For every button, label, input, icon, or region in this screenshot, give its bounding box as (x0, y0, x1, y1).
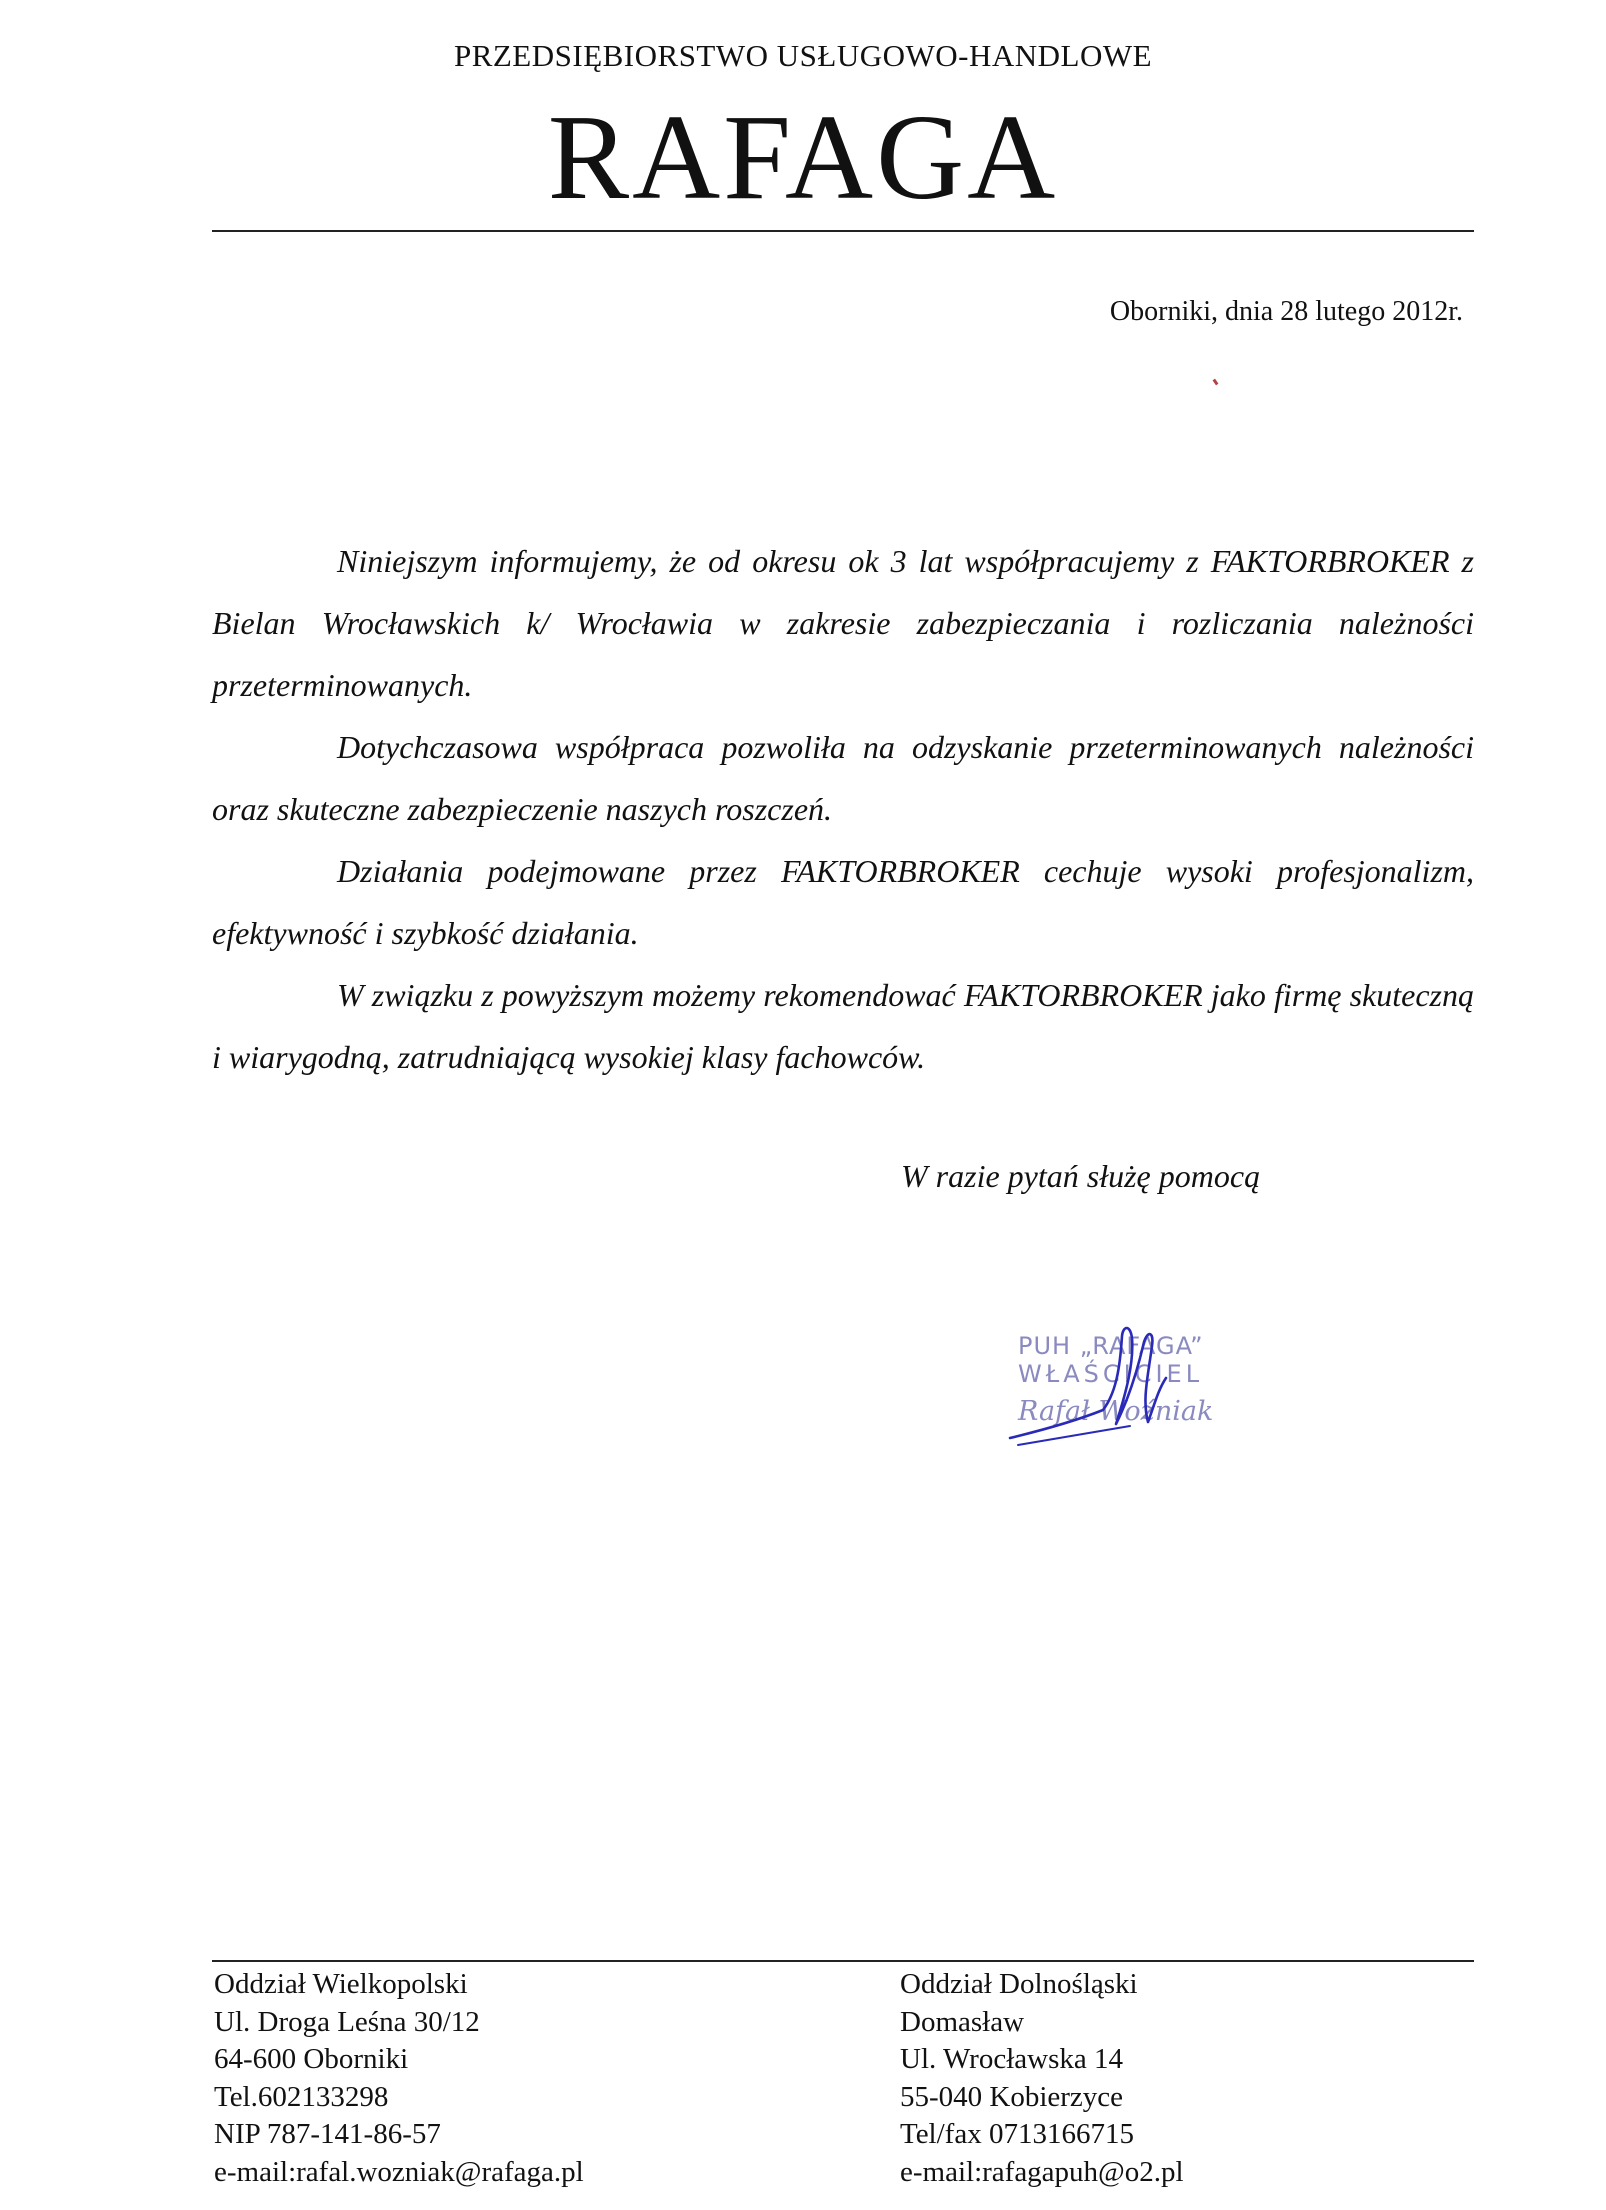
company-type-line: PRZEDSIĘBIORSTWO USŁUGOWO-HANDLOWE (453, 38, 1153, 73)
letter-body (212, 530, 1474, 1088)
footer-email: e-mail:rafagapuh@o2.pl (900, 2155, 1184, 2188)
stamp-line-1: PUH „RAFAGA” (1018, 1332, 1204, 1360)
footer-branch-dolnoslaski (900, 1966, 1184, 2191)
footer-line: NIP 787-141-86-57 (214, 2118, 441, 2150)
footer-line: Oddział Dolnośląski (900, 1968, 1138, 2000)
company-stamp-with-signature (998, 1298, 1268, 1456)
footer-email: e-mail:rafal.wozniak@rafaga.pl (214, 2155, 584, 2188)
company-name-heading: RAFAGA (547, 90, 1059, 225)
body-paragraph: Dotychczasowa współpraca pozwoliła na odzyskanie przeterminowanych należności oraz skuteczne zabezpieczenie naszych roszczeń. (212, 729, 1474, 827)
signature-underline (1018, 1426, 1130, 1445)
stamp-line-2: WŁAŚCICIEL (1018, 1360, 1204, 1388)
body-paragraph: Działania podejmowane przez FAKTORBROKER cechuje wysoki profesjonalizm, efektywność i szybkość działania. (212, 853, 1474, 951)
ink-speck (1213, 379, 1219, 386)
footer-line: Tel/fax 0713166715 (900, 2118, 1134, 2150)
footer-line: Oddział Wielkopolski (214, 1968, 468, 2000)
body-paragraph: W związku z powyższym możemy rekomendować FAKTORBROKER jako firmę skuteczną i wiarygodną, zatrudniającą wysokiej klasy fachowców. (212, 977, 1474, 1075)
footer-line: 55-040 Kobierzyce (900, 2080, 1124, 2113)
footer-line: Ul. Droga Leśna 30/12 (214, 2005, 480, 2038)
footer-divider (212, 1960, 1474, 1962)
body-paragraph: Niniejszym informujemy, że od okresu ok 3 lat współpracujemy z FAKTORBROKER z Bielan Wrocławskich k/ Wrocławia w zakresie zabezpieczania i rozliczania należności przeterminowanych. (212, 543, 1474, 703)
footer-line: Tel.602133298 (214, 2080, 389, 2113)
footer-branch-wielkopolski (214, 1966, 584, 2191)
footer-line: Ul. Wrocławska 14 (900, 2043, 1123, 2075)
stamp-line-3: Rafał Woźniak (1018, 1396, 1214, 1427)
closing-line: W razie pytań służę pomocą (901, 1158, 1261, 1194)
letter-date: Oborniki, dnia 28 lutego 2012r. (1109, 296, 1463, 327)
footer-line: 64-600 Oborniki (214, 2043, 409, 2075)
header-divider (212, 230, 1474, 232)
footer-line: Domasław (900, 2005, 1025, 2038)
